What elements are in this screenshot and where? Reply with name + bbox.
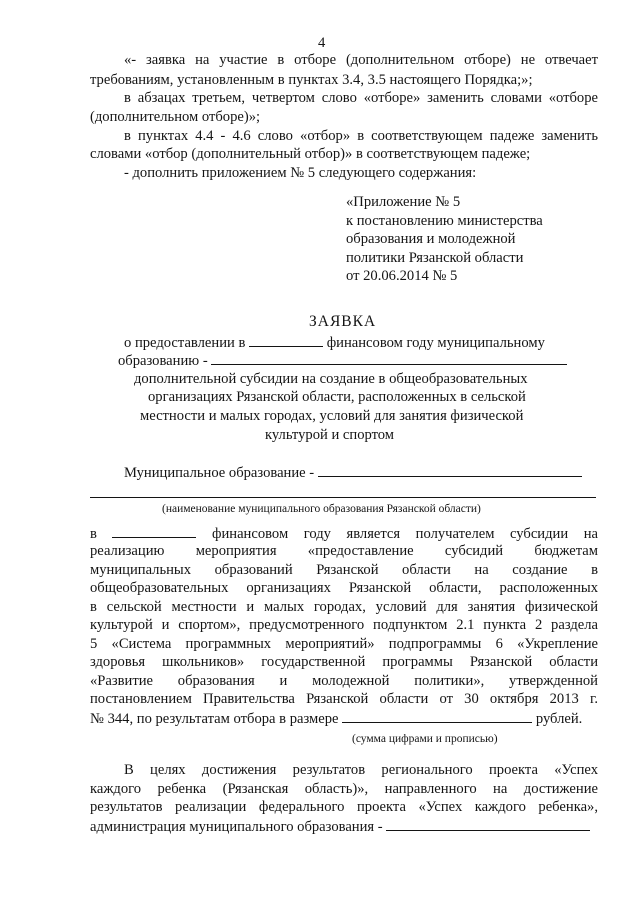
municipality-name-blank[interactable] [318,464,582,477]
municipality-blank[interactable] [211,352,567,365]
body-line [90,525,598,543]
body-text: рублей. [535,711,583,727]
year-blank[interactable] [112,525,196,538]
appendix-line: «Приложение № 5 [346,194,461,210]
amendment-line: в пунктах 4.4 - 4.6 слово «отбор» в соответствующем падеже заменить [124,128,598,144]
administration-blank[interactable] [386,818,590,831]
subtitle-text: о предоставлении в [124,335,246,351]
body-line: в сельской местности и малых городах, условий для занятия физической [90,599,598,615]
subtitle-text: финансовом году муниципальному [326,335,545,351]
amendment-line: в абзацах третьем, четвертом слово «отборе» заменить словами «отборе [124,90,598,106]
body-line: общеобразовательных организациях Рязанской области, расположенных [90,580,598,596]
goal-line: каждого ребенка (Рязанская область)», направленного на достижение [90,781,598,797]
appendix-line: образования и молодежной [346,231,516,247]
municipality-caption: (наименование муниципального образования Рязанской области) [162,503,481,515]
subtitle-text: образованию - [118,353,208,369]
appendix-line: политики Рязанской области [346,250,524,266]
subtitle-line: организациях Рязанской области, расположенных в сельской [148,389,526,405]
body-line: здоровья школьников» государственной программы Рязанской области [90,654,598,670]
body-text: финансовом году является получателем субсидии на [212,526,598,542]
body-line [90,710,582,728]
application-title: ЗАЯВКА [309,313,377,330]
amount-blank[interactable] [342,710,532,723]
subtitle-line: культурой и спортом [265,427,395,443]
page-number: 4 [318,35,326,51]
municipality-underline [90,497,596,498]
amendment-line: словами «отбор (дополнительный отбор)» в соответствующем падеже; [90,146,531,162]
subtitle-line: дополнительной субсидии на создание в общеобразовательных [134,371,528,387]
body-line: 5 «Система программных мероприятий» подпрограммы 6 «Укрепление [90,636,598,652]
goal-line [90,818,590,836]
goal-line: результатов реализации федерального проекта «Успех каждого ребенка», [90,799,598,815]
appendix-line: от 20.06.2014 № 5 [346,268,458,284]
amendment-line: (дополнительном отборе)»; [90,109,261,125]
amount-caption: (сумма цифрами и прописью) [352,733,498,745]
municipality-label: Муниципальное образование - [124,465,315,481]
goal-text: администрация муниципального образования - [90,819,383,835]
amendment-line: - дополнить приложением № 5 следующего содержания: [124,165,477,181]
body-line: культурой и спортом», предусмотренного подпунктом 2.1 пункта 2 раздела [90,617,598,633]
goal-line: В целях достижения результатов регионального проекта «Успех [124,762,598,778]
body-line: постановлением Правительства Рязанской области от 30 октября 2013 г. [90,691,598,707]
amendment-line: требованиям, установленным в пунктах 3.4, 3.5 настоящего Порядка;»; [90,72,533,88]
year-blank[interactable] [249,334,323,347]
subtitle-line [124,334,545,352]
body-line: муниципальных образований Рязанской области на создание в [90,562,598,578]
body-line: реализацию мероприятия «предоставление субсидий бюджетам [90,543,598,559]
body-text: в [90,526,97,542]
subtitle-line: местности и малых городах, условий для занятия физической [140,408,524,424]
subtitle-line [118,352,567,370]
municipality-row [124,464,582,482]
body-text: № 344, по результатам отбора в размере [90,711,339,727]
appendix-line: к постановлению министерства [346,213,543,229]
amendment-line: «- заявка на участие в отборе (дополнительном отборе) не отвечает [124,52,598,68]
body-line: «Развитие образования и молодежной политики», утвержденной [90,673,598,689]
